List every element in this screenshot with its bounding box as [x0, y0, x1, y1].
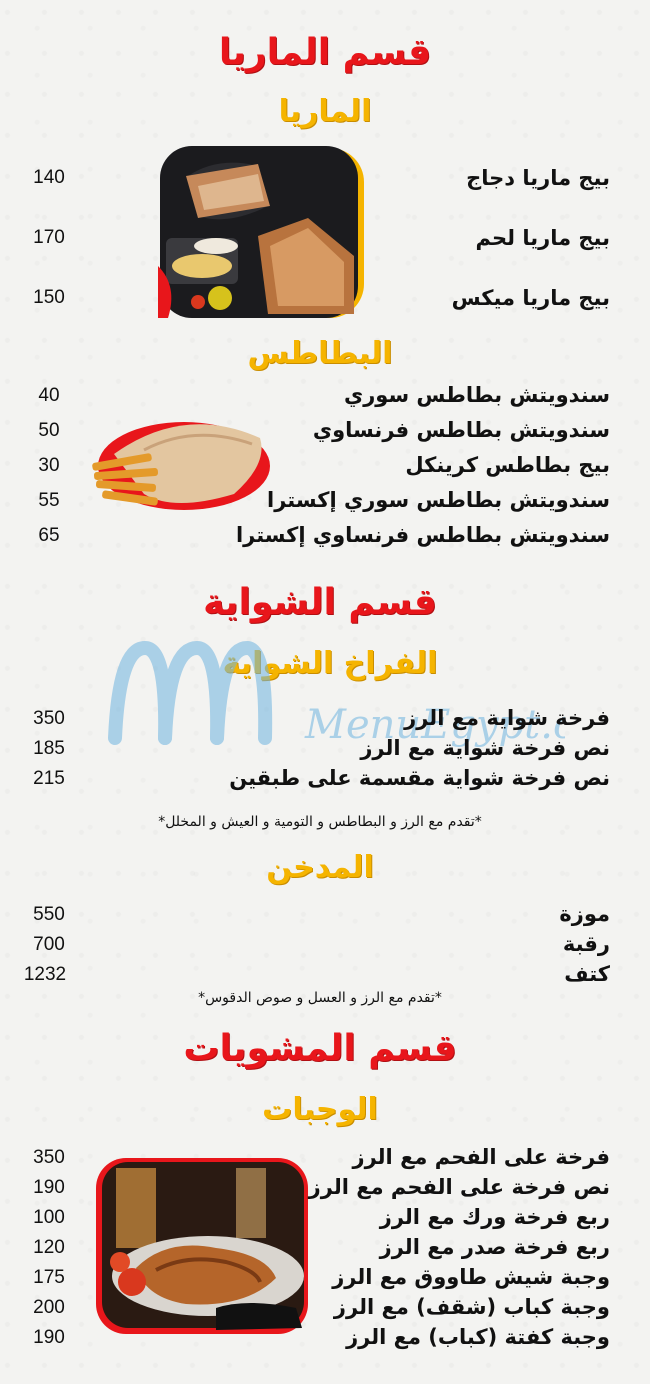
menu-item-name: فرخة شواية مع الرز [404, 706, 610, 730]
watermark-text: MenuEgypt. [305, 702, 553, 748]
menu-item-name: موزة [559, 902, 610, 926]
subsection-title-maria: الماريا [278, 94, 372, 129]
menu-item-name: نص فرخة شواية مقسمة على طبقين [229, 766, 610, 790]
smoked-note: *تقدم مع الرز و العسل و صوص الدقوس* [198, 990, 442, 1006]
menu-item-name: بيج ماريا ميكس [451, 286, 610, 310]
section-title-maria: قسم الماريا [218, 32, 432, 73]
menu-item-price: 200 [33, 1297, 65, 1318]
subsection-title-grills: الوجبات [262, 1092, 378, 1127]
menu-item-price: 550 [33, 904, 65, 925]
menu-item-price: 185 [33, 738, 65, 759]
menu-item-name: بيج ماريا لحم [475, 226, 610, 250]
menu-item-price: 100 [33, 1207, 65, 1228]
menu-item-name: وجبة شيش طاووق مع الرز [332, 1265, 610, 1289]
menu-item-name: بيج ماريا دجاج [466, 166, 610, 190]
menu-item-price: 700 [33, 934, 65, 955]
subsection-title-smoked: المدخن [266, 850, 374, 885]
menu-item-price: 350 [33, 708, 65, 729]
section-title-shawaya: قسم الشواية [203, 582, 437, 623]
potato-wrap-photo [84, 414, 274, 514]
menu-item-name: ربع فرخة ورك مع الرز [379, 1205, 610, 1229]
menu-item-price: 120 [33, 1237, 65, 1258]
menu-item-name: وجبة كباب (شقف) مع الرز [333, 1295, 610, 1319]
menu-item-price: 55 [38, 490, 60, 511]
grill-meal-photo [96, 1158, 310, 1336]
menu-item-price: 140 [33, 167, 65, 188]
menu-item-price: 215 [33, 768, 65, 789]
menu-item-name: وجبة كفتة (كباب) مع الرز [346, 1325, 610, 1349]
menu-item-name: رقبة [562, 932, 610, 956]
menu-item-price: 1232 [23, 964, 67, 985]
menu-item-name: سندويتش بطاطس سوري [343, 383, 610, 407]
menu-item-price: 190 [33, 1327, 65, 1348]
menu-item-price: 30 [38, 455, 60, 476]
menu-item-name: سندويتش بطاطس فرنساوي [312, 418, 610, 442]
menu-item-price: 175 [33, 1267, 65, 1288]
menu-item-price: 350 [33, 1147, 65, 1168]
menu-item-name: كتف [564, 962, 610, 986]
menu-item-name: نص فرخة على الفحم مع الرز [308, 1175, 610, 1199]
subsection-title-shawaya: الفراخ الشواية [222, 646, 438, 681]
section-title-grills: قسم المشويات [183, 1028, 457, 1069]
menu-item-price: 40 [38, 385, 60, 406]
menu-item-price: 65 [38, 525, 60, 546]
menu-item-name: بيج بطاطس كرينكل [405, 453, 610, 477]
menu-item-name: سندويتش بطاطس فرنساوي إكسترا [235, 523, 610, 547]
menu-item-name: ربع فرخة صدر مع الرز [379, 1235, 610, 1259]
menu-item-name: نص فرخة شواية مع الرز [360, 736, 610, 760]
menu-item-price: 170 [33, 227, 65, 248]
shawaya-note: *تقدم مع الرز و البطاطس و التومية و العيش و المخلل* [158, 814, 482, 830]
menu-item-price: 190 [33, 1177, 65, 1198]
subsection-title-potatoes: البطاطس [247, 336, 393, 371]
menu-item-name: سندويتش بطاطس سوري إكسترا [267, 488, 610, 512]
menu-item-name: فرخة على الفحم مع الرز [352, 1145, 610, 1169]
menu-item-price: 150 [33, 287, 65, 308]
menu-item-price: 50 [38, 420, 60, 441]
maria-photo [158, 146, 368, 322]
